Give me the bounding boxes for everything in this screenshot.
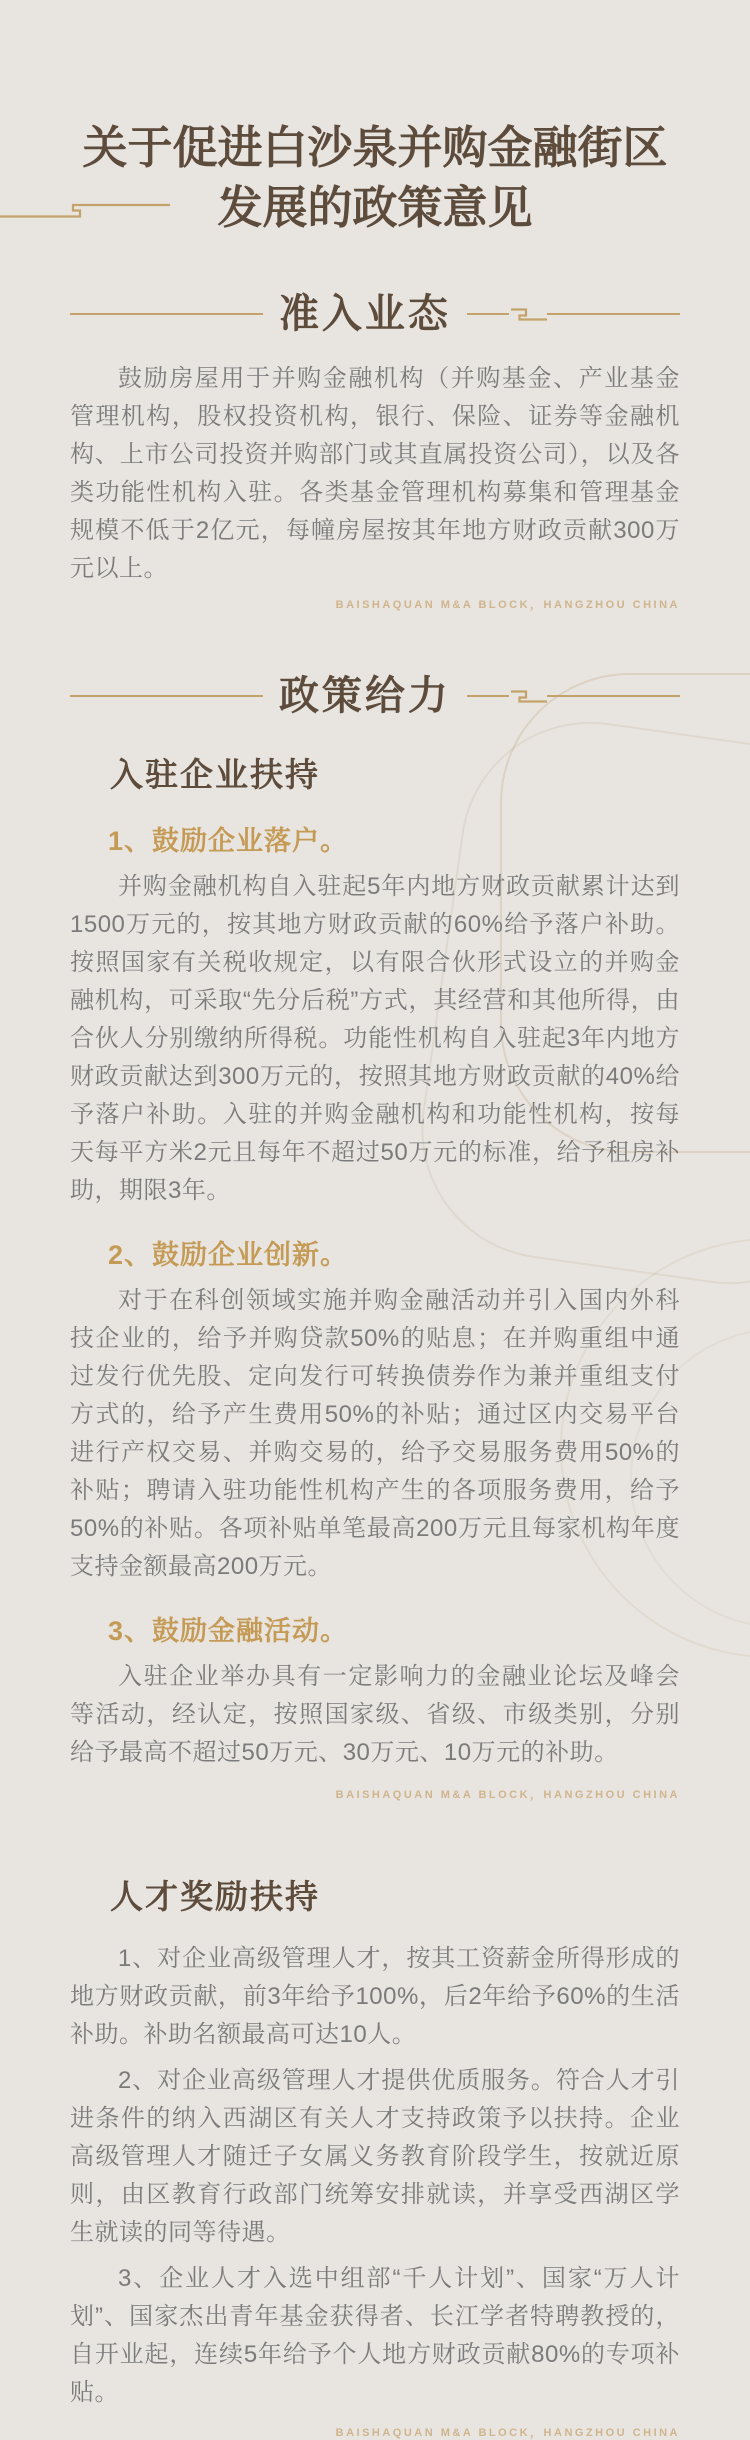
talent-paragraph-2: 2、对企业高级管理人才提供优质服务。符合人才引进条件的纳入西湖区有关人才支持政策予以扶持。企业高级管理人才随迁子女属义务教育阶段学生，按就近原则，由区教育行政部门统筹安排就读，并享受西湖区学生就读的同等待遇。 [70, 2067, 680, 2246]
section-title-policy: 政策给力 [278, 674, 451, 718]
policy-item-body: 对于在科创领域实施并购金融活动并引入国内外科技企业的，给予并购贷款50%的贴息；在并购重组中通过发行优先股、定向发行可转换债券作为兼并重组支付方式的，给予产生费用50%的补贴；通过区内交易平台进行产权交易、并购交易的，给予交易服务费用50%的补贴；聘请入驻功能性机构产生的各项服务费用，给予50%的补贴。各项补贴单笔最高200万元且每家机构年度支持金额最高200万元。 [70, 1287, 680, 1580]
access-intro-paragraph: 鼓励房屋用于并购金融机构（并购基金、产业基金管理机构，股权投资机构，银行、保险、证券等金融机构、上市公司投资并购部门或其直属投资公司），以及各类功能性机构入驻。各类基金管理机构募集和管理基金规模不低于2亿元，每幢房屋按其年地方财政贡献300万元以上。 [70, 365, 680, 582]
subsection-title-talent-reward: 人才奖励扶持 [110, 1878, 320, 1915]
fret-ornament-icon [511, 688, 547, 704]
policy-item-3 [70, 1614, 680, 1772]
section-title-access: 准入业态 [278, 292, 451, 336]
talent-paragraph-1: 1、对企业高级管理人才，按其工资薪金所得形成的地方财政贡献，前3年给予100%，后2年给予60%的生活补助。补助名额最高可达10人。 [70, 1945, 680, 2048]
section-header-policy [70, 672, 680, 720]
page-title: 关于促进白沙泉并购金融街区发展的政策意见 [82, 122, 668, 233]
divider-line [70, 695, 263, 697]
policy-poster [0, 118, 750, 2440]
watermark-text: BAISHAQUAN M&A BLOCK，HANGZHOU CHINA [335, 2427, 680, 2439]
policy-item-label: 1、鼓励企业落户。 [108, 826, 349, 856]
watermark-text: BAISHAQUAN M&A BLOCK，HANGZHOU CHINA [335, 1789, 680, 1801]
divider-line [70, 313, 263, 315]
policy-item-1 [70, 824, 680, 1210]
fret-ornament-icon [511, 306, 547, 322]
subsection-title-enterprise-support: 入驻企业扶持 [110, 756, 320, 793]
policy-item-body: 并购金融机构自入驻起5年内地方财政贡献累计达到1500万元的，按其地方财政贡献的60%给予落户补助。按照国家有关税收规定，以有限合伙形式设立的并购金融机构，可采取“先分后税”方式，其经营和其他所得，由合伙人分别缴纳所得税。功能性机构自入驻起3年内地方财政贡献达到300万元的，按照其地方财政贡献的40%给予落户补助。入驻的并购金融机构和功能性机构，按每天每平方米2元且每年不超过50万元的标准，给予租房补助，期限3年。 [70, 873, 680, 1204]
section-header-access [70, 290, 680, 338]
divider-line [467, 695, 509, 697]
policy-item-label: 2、鼓励企业创新。 [108, 1240, 349, 1270]
divider-line [467, 313, 509, 315]
watermark-text: BAISHAQUAN M&A BLOCK，HANGZHOU CHINA [335, 599, 680, 611]
talent-paragraph-3: 3、企业人才入选中组部“千人计划”、国家“万人计划”、国家杰出青年基金获得者、长江学者特聘教授的，自开业起，连续5年给予个人地方财政贡献80%的专项补贴。 [70, 2265, 680, 2406]
policy-item-2 [70, 1238, 680, 1586]
divider-line [547, 695, 680, 697]
divider-line [547, 313, 680, 315]
policy-item-label: 3、鼓励金融活动。 [108, 1616, 349, 1646]
policy-item-body: 入驻企业举办具有一定影响力的金融业论坛及峰会等活动，经认定，按照国家级、省级、市级类别，分别给予最高不超过50万元、30万元、10万元的补助。 [70, 1663, 680, 1766]
